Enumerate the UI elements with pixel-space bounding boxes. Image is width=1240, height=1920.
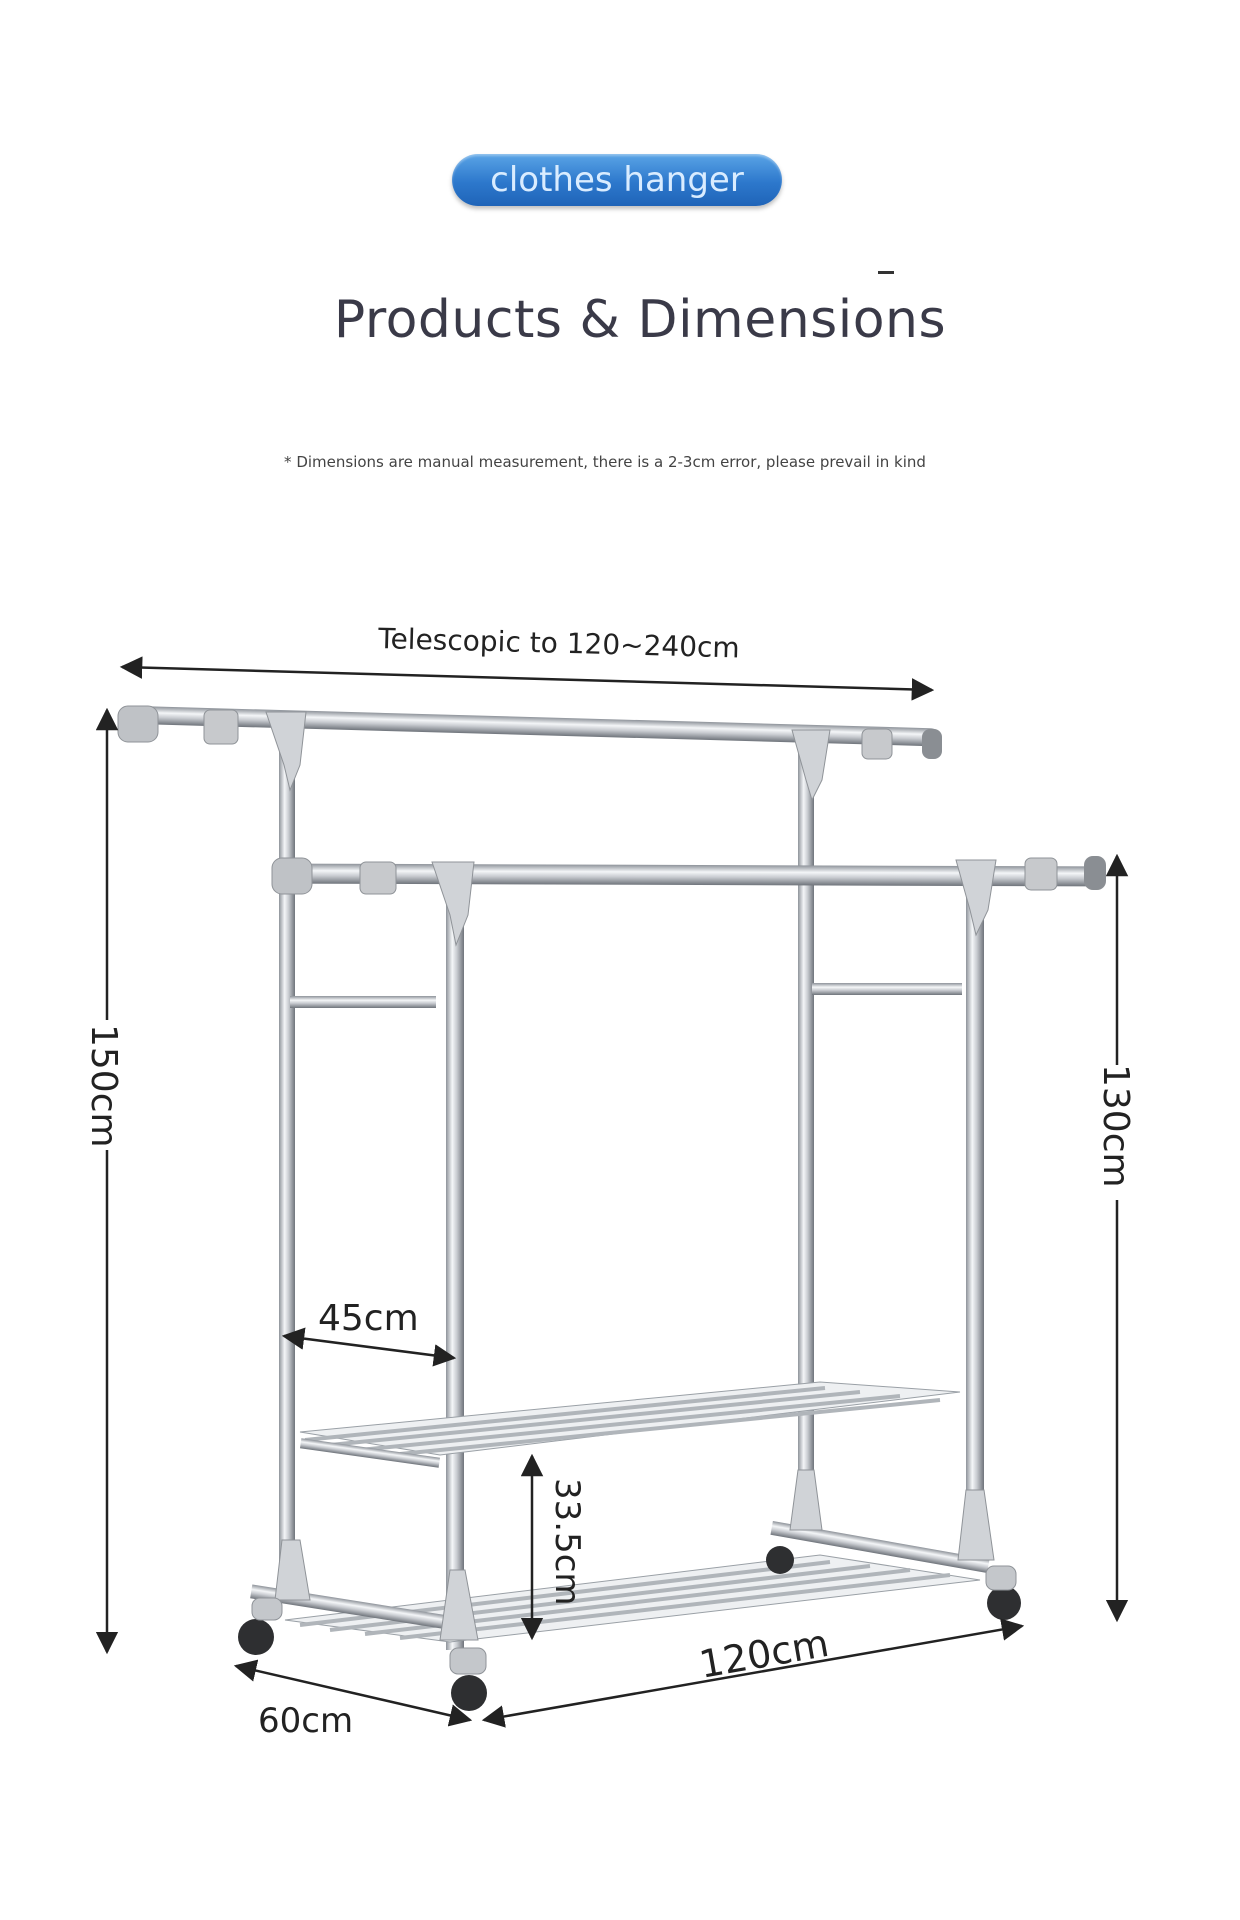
measurement-note: * Dimensions are manual measurement, there is a 2-3cm error, please prevail in kind: [284, 453, 926, 471]
telescopic-arrow: [122, 667, 932, 690]
lower-shelf: [250, 1470, 994, 1642]
shelf-33-label: 33.5cm: [547, 1478, 587, 1606]
badge-label: clothes hanger: [490, 160, 744, 200]
telescopic-label: Telescopic to 120~240cm: [377, 622, 741, 665]
height-150-label: 150cm: [83, 1024, 124, 1148]
height-130-label: 130cm: [1095, 1064, 1136, 1188]
back-frame: [118, 706, 962, 1580]
depth-45-label: 45cm: [318, 1298, 419, 1339]
page-title: Products & Dimensions: [333, 290, 947, 350]
depth-45-arrow: [284, 1336, 454, 1358]
upper-shelf: [300, 1382, 960, 1468]
depth-60-label: 60cm: [258, 1701, 354, 1741]
length-120-label: 120cm: [695, 1620, 833, 1687]
